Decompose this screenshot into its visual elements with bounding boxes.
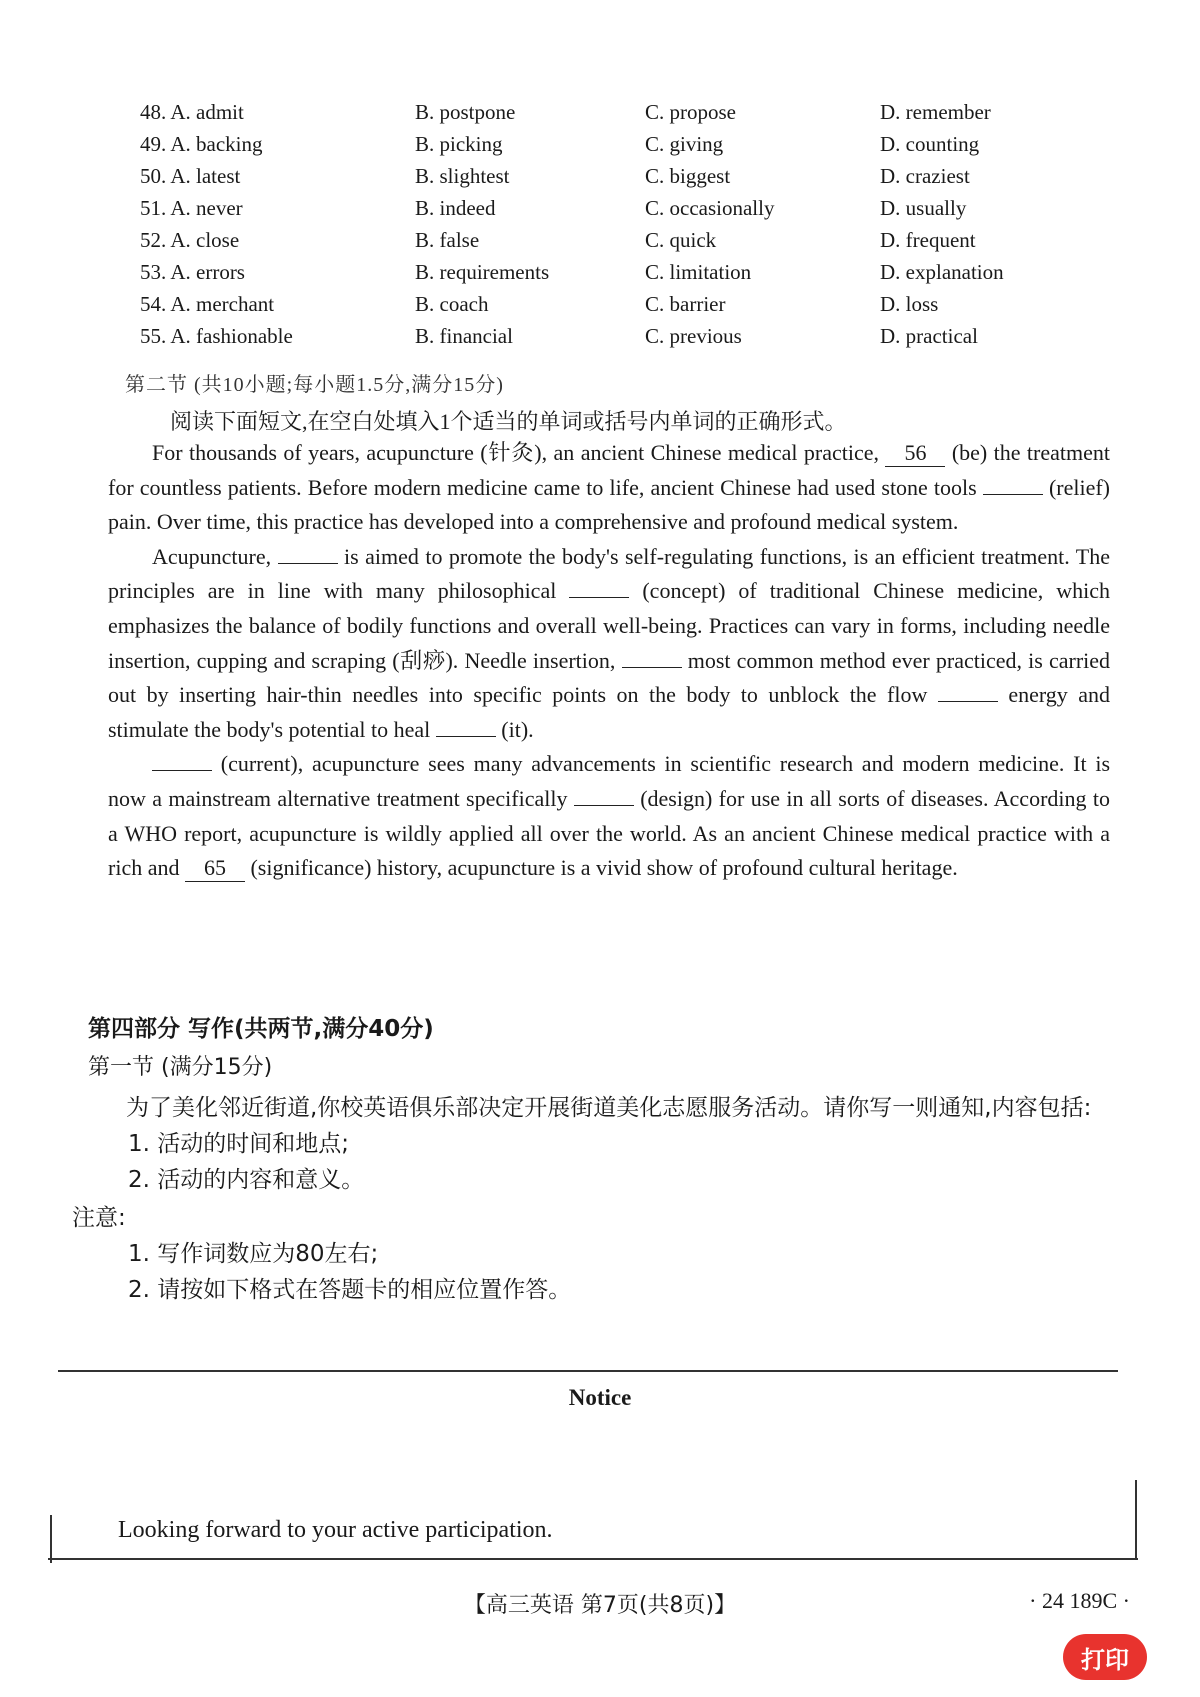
blank-63 bbox=[152, 770, 212, 771]
option-row bbox=[140, 256, 1040, 288]
section-heading: 第一节 (满分15分) bbox=[88, 1055, 273, 1080]
paragraph bbox=[108, 540, 1110, 748]
answer-box-bottom-rule bbox=[48, 1558, 1138, 1560]
paragraph bbox=[108, 436, 1110, 540]
print-button[interactable]: 打印 bbox=[1063, 1634, 1147, 1680]
option-c: C. previous bbox=[645, 323, 742, 348]
option-c: C. giving bbox=[645, 131, 724, 156]
passage-text: (relief) pain. Over time, this practice has developed into a comprehensive and profound medical system. bbox=[108, 474, 1110, 535]
blank-57 bbox=[983, 494, 1043, 495]
blank-62 bbox=[436, 736, 496, 737]
note-title: 注意: bbox=[72, 1205, 126, 1231]
passage-text: (design) for use in all sorts of diseases. According to a WHO report, acupuncture is wildly applied all over the world. As an ancient Chinese medical practice with a rich and bbox=[108, 785, 1110, 881]
option-b: B. indeed bbox=[415, 195, 496, 220]
option-a: 53. A. errors bbox=[140, 259, 245, 284]
blank-65: 65 bbox=[185, 855, 245, 882]
passage-text: (significance) history, acupuncture is a vivid show of profound cultural heritage. bbox=[250, 855, 958, 881]
option-row bbox=[140, 224, 1040, 256]
option-c: C. barrier bbox=[645, 291, 726, 316]
instruction-text: 阅读下面短文,在空白处填入1个适当的单词或括号内单词的正确形式。 bbox=[170, 409, 847, 434]
writing-task bbox=[72, 1090, 1110, 1308]
option-row bbox=[140, 320, 1040, 352]
option-row bbox=[140, 96, 1040, 128]
option-d: D. counting bbox=[880, 131, 980, 156]
answer-box-right-edge bbox=[1135, 1480, 1137, 1560]
option-a: 51. A. never bbox=[140, 195, 243, 220]
option-c: C. occasionally bbox=[645, 195, 775, 220]
option-a: 50. A. latest bbox=[140, 163, 241, 188]
answer-box-left-edge bbox=[50, 1515, 52, 1563]
notice-closing: Looking forward to your active participation. bbox=[118, 1517, 553, 1543]
option-b: B. financial bbox=[415, 323, 513, 348]
blank-58 bbox=[278, 563, 338, 564]
notice-title: Notice bbox=[568, 1385, 632, 1410]
passage-text: most common method ever practiced, is carried out by inserting hair-thin needles into specific points on the body to unblock the flow bbox=[108, 647, 1111, 708]
section-heading: 第二节 (共10小题;每小题1.5分,满分15分) bbox=[125, 374, 504, 396]
option-d: D. frequent bbox=[880, 227, 976, 252]
option-b: B. false bbox=[415, 227, 480, 252]
option-row bbox=[140, 160, 1040, 192]
option-d: D. remember bbox=[880, 99, 991, 124]
option-b: B. picking bbox=[415, 131, 503, 156]
answer-box-top-rule bbox=[58, 1370, 1118, 1372]
task-item: 1. 活动的时间和地点; bbox=[128, 1131, 350, 1157]
task-lead: 为了美化邻近街道,你校英语俱乐部决定开展街道美化志愿服务活动。请你写一则通知,内容包括: bbox=[126, 1095, 1092, 1121]
option-a: 49. A. backing bbox=[140, 131, 263, 156]
page-code: · 24 189C · bbox=[1029, 1588, 1130, 1613]
option-a: 54. A. merchant bbox=[140, 291, 275, 316]
option-b: B. coach bbox=[415, 291, 489, 316]
passage-text: For thousands of years, acupuncture (针灸), an ancient Chinese medical practice, bbox=[152, 440, 880, 465]
options-table bbox=[140, 96, 1040, 352]
option-c: C. quick bbox=[645, 227, 717, 252]
option-b: B. requirements bbox=[415, 259, 550, 284]
passage-text: energy and stimulate the body's potential to heal bbox=[108, 682, 1110, 742]
cloze-passage bbox=[108, 436, 1110, 886]
option-d: D. usually bbox=[880, 195, 967, 220]
page-footer: 【高三英语 第7页(共8页)】 bbox=[463, 1593, 737, 1618]
option-row bbox=[140, 192, 1040, 224]
option-b: B. postpone bbox=[415, 99, 516, 124]
paragraph bbox=[108, 747, 1110, 885]
option-row bbox=[140, 128, 1040, 160]
blank-64 bbox=[574, 805, 634, 806]
option-d: D. explanation bbox=[880, 259, 1004, 284]
option-a: 48. A. admit bbox=[140, 99, 244, 124]
option-d: D. craziest bbox=[880, 163, 970, 188]
blank-56: 56 bbox=[885, 440, 945, 467]
option-d: D. loss bbox=[880, 291, 939, 316]
option-b: B. slightest bbox=[415, 163, 510, 188]
part-heading: 第四部分 写作(共两节,满分40分) bbox=[88, 1016, 434, 1042]
passage-text: (it). bbox=[501, 716, 534, 742]
passage-text: (current), acupuncture sees many advancements in scientific research and modern medicine. It is now a mainstream alternative treatment specifically bbox=[108, 751, 1111, 811]
option-c: C. propose bbox=[645, 99, 736, 124]
note-item: 1. 写作词数应为80左右; bbox=[128, 1241, 379, 1267]
option-a: 52. A. close bbox=[140, 227, 240, 252]
note-item: 2. 请按如下格式在答题卡的相应位置作答。 bbox=[128, 1277, 572, 1303]
blank-61 bbox=[938, 701, 998, 702]
blank-60 bbox=[622, 667, 682, 668]
option-c: C. limitation bbox=[645, 259, 752, 284]
passage-text: (concept) of traditional Chinese medicine, which emphasizes the balance of bodily functions and overall well-being. Practices can vary in forms, including needle insertion, cupping and scraping (刮痧). Needle insertion, bbox=[108, 578, 1110, 673]
task-item: 2. 活动的内容和意义。 bbox=[128, 1167, 365, 1193]
blank-59 bbox=[569, 597, 629, 598]
passage-text: (be) the treatment for countless patients. Before modern medicine came to life, ancient Chinese had used stone tools bbox=[108, 440, 1111, 500]
option-c: C. biggest bbox=[645, 163, 731, 188]
passage-text: is aimed to promote the body's self-regulating functions, is an efficient treatment. The principles are in line with many philosophical bbox=[108, 543, 1111, 604]
option-row bbox=[140, 288, 1040, 320]
passage-text: Acupuncture, bbox=[152, 543, 272, 569]
option-d: D. practical bbox=[880, 323, 978, 348]
option-a: 55. A. fashionable bbox=[140, 323, 293, 348]
